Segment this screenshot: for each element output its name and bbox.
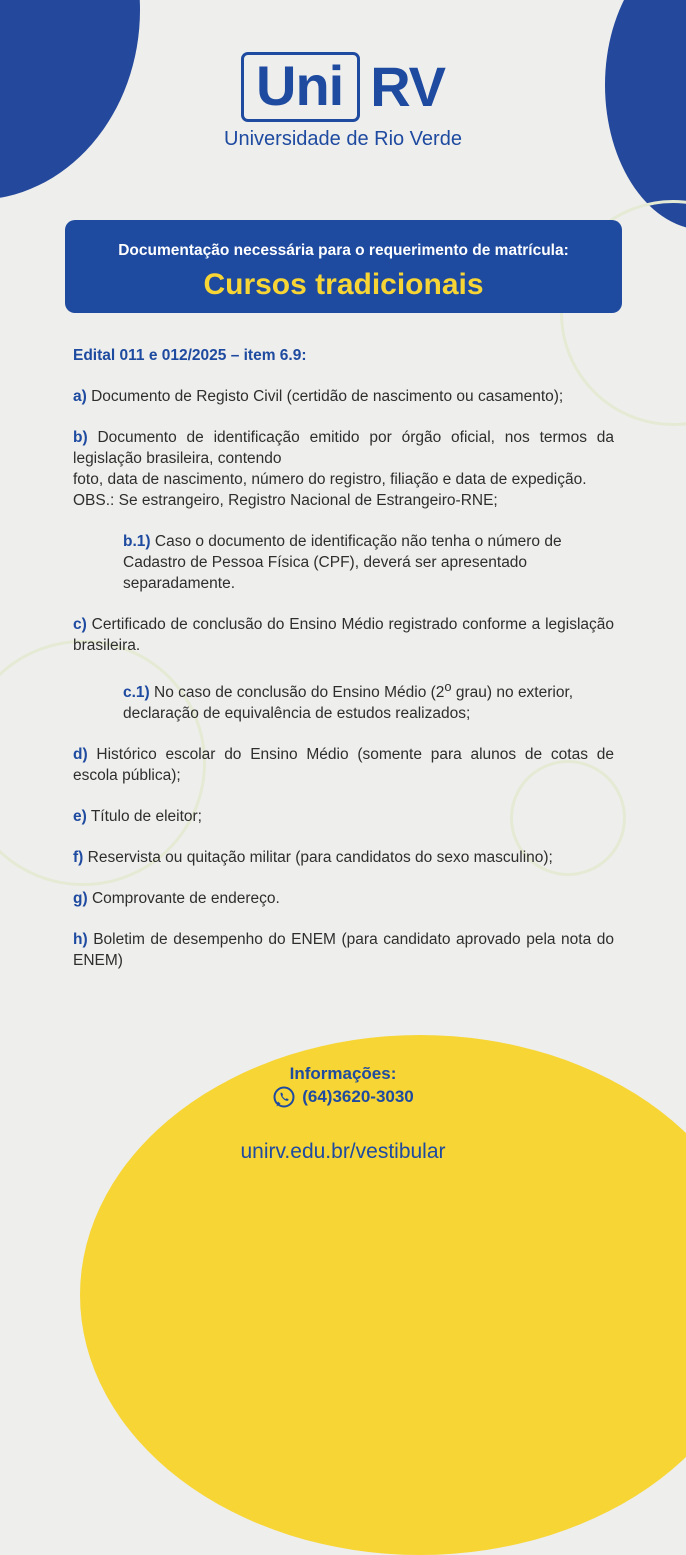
item-b-text-continued: foto, data de nascimento, número do registro, filiação e data de expedição.	[73, 471, 587, 488]
item-f-text: Reservista ou quitação militar (para candidatos do sexo masculino);	[87, 849, 553, 867]
item-b-obs: OBS.: Se estrangeiro, Registro Nacional de Estrangeiro-RNE;	[73, 492, 498, 509]
item-d	[73, 744, 614, 786]
item-f-label: f)	[73, 849, 84, 867]
item-c1	[123, 676, 614, 724]
item-h-text: Boletim de desempenho do ENEM (para candidato aprovado pela nota do ENEM)	[73, 931, 615, 970]
logo-rv-text: RV	[370, 55, 445, 118]
info-label: Informações:	[289, 1064, 397, 1083]
title-banner	[65, 220, 622, 313]
item-e-text: Título de eleitor;	[90, 808, 202, 826]
item-a-text: Documento de Registo Civil (certidão de nascimento ou casamento);	[91, 388, 564, 405]
item-b-label: b)	[73, 429, 88, 446]
item-h	[73, 929, 614, 971]
banner-subtitle: Documentação necessária para o requerimento de matrícula:	[118, 242, 569, 259]
phone-row[interactable]	[272, 1085, 414, 1109]
whatsapp-icon	[272, 1085, 296, 1109]
item-c-text: Certificado de conclusão do Ensino Médio registrado conforme a legislação brasileira.	[73, 616, 615, 654]
item-d-text: Histórico escolar do Ensino Médio (somente para alunos de cotas de escola pública);	[73, 746, 614, 785]
item-c	[73, 614, 614, 656]
item-d-label: d)	[73, 746, 88, 764]
item-b	[73, 427, 614, 511]
item-c-label: c)	[73, 616, 87, 633]
university-logo	[0, 52, 686, 151]
item-b-text: Documento de identificação emitido por órgão oficial, nos termos da legislação brasileira, contendo	[73, 429, 615, 467]
item-g-label: g)	[73, 890, 88, 908]
item-a-label: a)	[73, 388, 87, 405]
item-b1-label: b.1)	[123, 533, 151, 550]
item-b1-text: Caso o documento de identificação não tenha o número de Cadastro de Pessoa Física (CPF), deverá ser apresentado separadamente.	[123, 533, 562, 592]
logo-uni-box: Uni	[241, 52, 360, 122]
item-c1-label: c.1)	[123, 684, 150, 702]
item-c1-superscript: o	[444, 679, 452, 694]
phone-number: (64)3620-3030	[302, 1087, 414, 1106]
item-h-label: h)	[73, 931, 88, 949]
item-e	[73, 806, 614, 827]
website-link[interactable]: unirv.edu.br/vestibular	[240, 1140, 446, 1163]
item-e-label: e)	[73, 808, 87, 826]
item-c1-text-after: grau) no exterior, declaração de equivalência de estudos realizados;	[123, 684, 574, 723]
item-a	[73, 386, 614, 407]
item-g	[73, 888, 614, 909]
edital-heading: Edital 011 e 012/2025 – item 6.9:	[73, 347, 307, 364]
item-c1-text-before: No caso de conclusão do Ensino Médio (2	[154, 684, 445, 702]
item-b1	[123, 531, 614, 594]
contact-info	[0, 1063, 686, 1115]
banner-title: Cursos tradicionais	[203, 268, 484, 301]
logo-subtitle: Universidade de Rio Verde	[224, 128, 462, 150]
item-f	[73, 847, 614, 868]
item-g-text: Comprovante de endereço.	[91, 890, 280, 908]
document-list	[73, 345, 614, 991]
